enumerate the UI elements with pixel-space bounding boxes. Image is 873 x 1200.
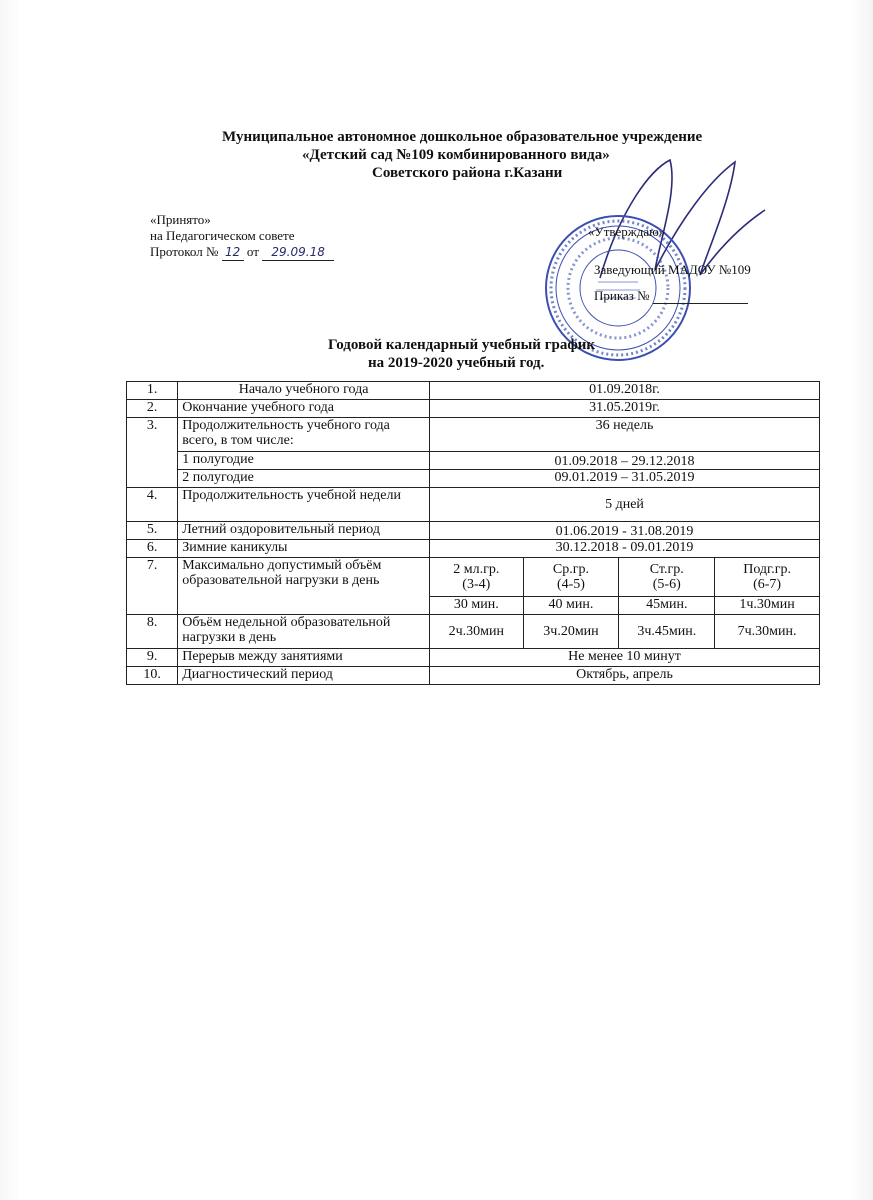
row-label: Максимально допустимый объём образовательной нагрузки в день [178, 558, 430, 615]
table-row [127, 470, 820, 488]
row-number: 5. [127, 522, 178, 540]
row-label: Начало учебного года [178, 382, 430, 400]
row-value: Не менее 10 минут [430, 649, 820, 667]
group-load: 30 мин. [430, 597, 524, 615]
row-sublabel: 1 полугодие [178, 452, 430, 470]
table-row [127, 558, 820, 597]
group-age: (5-6) [652, 577, 681, 592]
order-label: Приказ № [594, 288, 650, 303]
weekly-load: 2ч.30мин [430, 615, 524, 649]
row-number: 4. [127, 488, 178, 522]
weekly-load: 7ч.30мин. [715, 615, 820, 649]
table-row [127, 452, 820, 470]
row-value: 31.05.2019г. [430, 400, 820, 418]
group-name: Ст.гр. [649, 562, 684, 577]
row-label: Окончание учебного года [178, 400, 430, 418]
group-age: (6-7) [753, 577, 782, 592]
approved-order [594, 288, 748, 304]
group-age: (3-4) [462, 577, 491, 592]
row-label: Зимние каникулы [178, 540, 430, 558]
row-number: 3. [127, 418, 178, 488]
group-cell [619, 558, 715, 597]
row-number: 9. [127, 649, 178, 667]
row-value: 5 дней [430, 488, 820, 522]
title-line-2: на 2019-2020 учебный год. [368, 355, 545, 371]
group-name: Ср.гр. [552, 562, 590, 577]
approved-head: Заведующий МАДОУ №109 [594, 262, 751, 277]
group-cell [523, 558, 619, 597]
row-subvalue: 09.01.2019 – 31.05.2019 [430, 470, 820, 488]
table-row [127, 382, 820, 400]
row-label: Диагностический период [178, 667, 430, 685]
group-name: 2 мл.гр. [453, 562, 500, 577]
group-cell [715, 558, 820, 597]
row-label: Объём недельной образовательной нагрузки в день [178, 615, 430, 649]
header-line-3: Советского района г.Казани [372, 165, 563, 181]
group-load: 1ч.30мин [715, 597, 820, 615]
row-value: 01.06.2019 - 31.08.2019 [430, 522, 820, 540]
accepted-council: на Педагогическом совете [150, 228, 295, 243]
weekly-load: 3ч.45мин. [619, 615, 715, 649]
header-line-1: Муниципальное автономное дошкольное образовательное учреждение [222, 129, 703, 145]
row-number: 8. [127, 615, 178, 649]
weekly-load: 3ч.20мин [523, 615, 619, 649]
row-number: 7. [127, 558, 178, 615]
accepted-block [150, 212, 334, 261]
row-label: Перерыв между занятиями [178, 649, 430, 667]
group-age: (4-5) [556, 577, 585, 592]
table-row [127, 488, 820, 522]
table-row [127, 418, 820, 452]
header-line-2: «Детский сад №109 комбинированного вида» [302, 147, 610, 163]
group-name: Подг.гр. [743, 562, 791, 577]
accepted-title: «Принято» [150, 212, 211, 227]
table-row [127, 540, 820, 558]
row-number: 6. [127, 540, 178, 558]
protocol-from-label: от [246, 244, 259, 259]
schedule-table [126, 381, 820, 685]
row-sublabel: 2 полугодие [178, 470, 430, 488]
group-cell [430, 558, 524, 597]
table-row [127, 400, 820, 418]
protocol-number: 12 [222, 244, 244, 261]
table-row [127, 522, 820, 540]
accepted-protocol [150, 244, 334, 261]
row-label: Продолжительность учебной недели [178, 488, 430, 522]
group-load: 45мин. [619, 597, 715, 615]
row-number: 10. [127, 667, 178, 685]
row-value: 01.09.2018г. [430, 382, 820, 400]
row-value: 36 недель [430, 418, 820, 452]
group-load: 40 мин. [523, 597, 619, 615]
table-row [127, 615, 820, 649]
table-row [127, 667, 820, 685]
title-line-1: Годовой календарный учебный график [328, 337, 596, 353]
row-label: Продолжительность учебного года всего, в том числе: [178, 418, 430, 452]
row-value: 30.12.2018 - 09.01.2019 [430, 540, 820, 558]
row-number: 1. [127, 382, 178, 400]
approved-title: «Утверждаю» [588, 224, 666, 239]
protocol-date: 29.09.18 [262, 244, 334, 261]
row-number: 2. [127, 400, 178, 418]
table-row [127, 649, 820, 667]
row-subvalue: 01.09.2018 – 29.12.2018 [430, 452, 820, 470]
protocol-label: Протокол № [150, 244, 219, 259]
row-label: Летний оздоровительный период [178, 522, 430, 540]
order-number-line [653, 291, 748, 304]
row-value: Октябрь, апрель [430, 667, 820, 685]
